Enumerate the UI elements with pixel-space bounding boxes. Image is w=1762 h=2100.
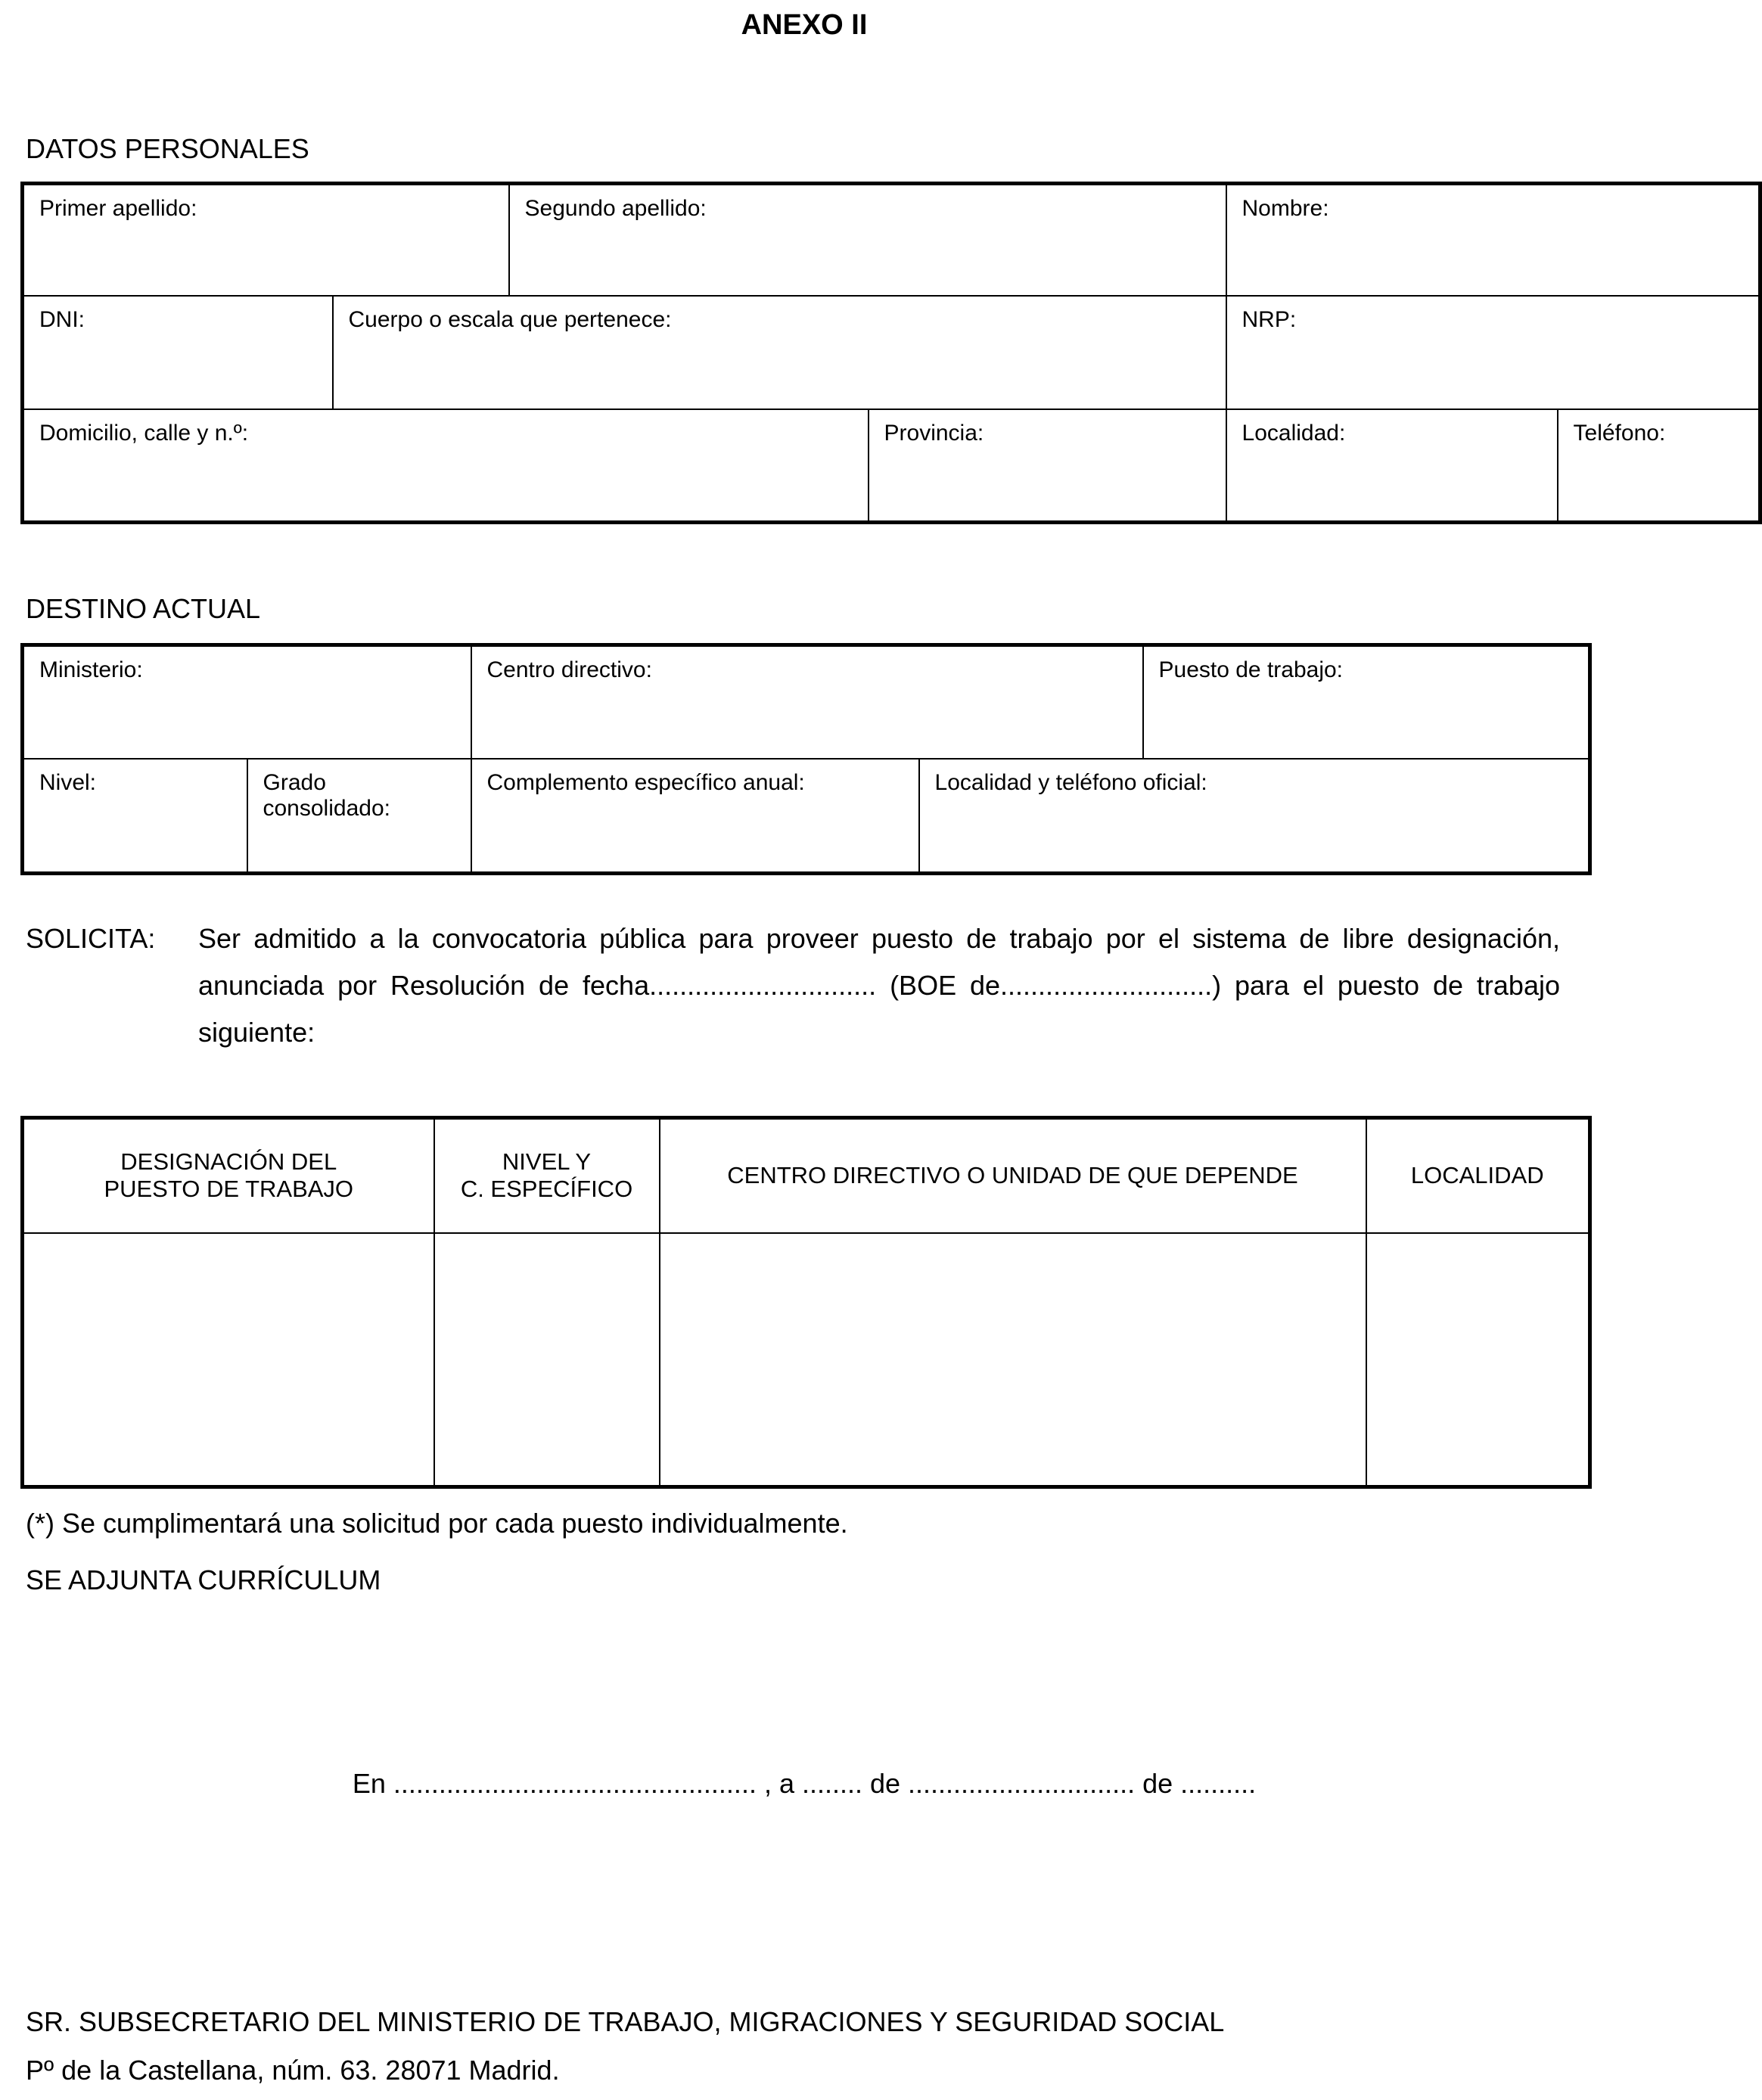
puesto-trabajo-field[interactable] xyxy=(1143,645,1590,759)
destinatario-line1: SR. SUBSECRETARIO DEL MINISTERIO DE TRABAJO, MIGRACIONES Y SEGURIDAD SOCIAL xyxy=(26,2006,1225,2037)
datos-personales-heading: DATOS PERSONALES xyxy=(26,133,309,164)
adjunta-curriculum: SE ADJUNTA CURRÍCULUM xyxy=(26,1564,381,1595)
telefono-label: Teléfono: xyxy=(1573,420,1666,446)
destino-actual-heading: DESTINO ACTUAL xyxy=(26,593,261,624)
centro-directivo-field[interactable] xyxy=(471,645,1143,759)
nivel-input-cell[interactable] xyxy=(434,1233,660,1487)
col-nivel-line2: C. ESPECÍFICO xyxy=(460,1176,633,1203)
domicilio-label: Domicilio, calle y n.º: xyxy=(39,420,249,446)
segundo-apellido-label: Segundo apellido: xyxy=(524,196,707,221)
grado-label-line1: Grado xyxy=(263,769,326,795)
destino-actual-table xyxy=(20,643,1592,875)
nivel-field[interactable] xyxy=(23,759,247,874)
nombre-label: Nombre: xyxy=(1241,196,1329,221)
primer-apellido-label: Primer apellido: xyxy=(39,196,197,221)
localidad-telefono-oficial-field[interactable] xyxy=(919,759,1590,874)
domicilio-field[interactable] xyxy=(23,409,869,523)
dni-label: DNI: xyxy=(39,306,85,332)
centro-input-cell[interactable] xyxy=(660,1233,1366,1487)
localidad-label: Localidad: xyxy=(1241,420,1346,446)
col-centro-header: CENTRO DIRECTIVO O UNIDAD DE QUE DEPENDE xyxy=(660,1118,1366,1233)
segundo-apellido-field[interactable] xyxy=(509,184,1226,296)
localidad-field[interactable] xyxy=(1226,409,1558,523)
nombre-field[interactable] xyxy=(1226,184,1760,296)
primer-apellido-field[interactable] xyxy=(23,184,509,296)
col-designacion-line2: PUESTO DE TRABAJO xyxy=(104,1176,354,1203)
localidad-input-cell[interactable] xyxy=(1366,1233,1590,1487)
cuerpo-label: Cuerpo o escala que pertenece: xyxy=(348,306,672,332)
localidad-telefono-label: Localidad y teléfono oficial: xyxy=(934,769,1207,795)
col-designacion-line1: DESIGNACIÓN DEL xyxy=(120,1148,337,1176)
puestos-table xyxy=(20,1116,1592,1489)
fecha-line: En ................................................ , a ........ de .............................. de .......... xyxy=(352,1768,1257,1799)
dni-field[interactable] xyxy=(23,296,333,409)
nrp-field[interactable] xyxy=(1226,296,1760,409)
centro-directivo-label: Centro directivo: xyxy=(486,657,652,682)
col-nivel-line1: NIVEL Y xyxy=(502,1148,592,1176)
provincia-label: Provincia: xyxy=(884,420,984,446)
provincia-field[interactable] xyxy=(869,409,1226,523)
nivel-label: Nivel: xyxy=(39,769,97,795)
solicita-text: Ser admitido a la convocatoria pública para proveer puesto de trabajo por el sistema de libre designación, anunciada por Resolución de fecha.............................. (BOE de............................) para el puesto de trabajo siguiente: xyxy=(198,923,1560,1048)
complemento-label: Complemento específico anual: xyxy=(486,769,805,795)
complemento-especifico-field[interactable] xyxy=(471,759,919,874)
puesto-trabajo-label: Puesto de trabajo: xyxy=(1158,657,1344,682)
cuerpo-field[interactable] xyxy=(333,296,1226,409)
col-designacion-header xyxy=(23,1118,434,1233)
col-localidad-header: LOCALIDAD xyxy=(1366,1118,1590,1233)
ministerio-field[interactable] xyxy=(23,645,471,759)
grado-consolidado-field[interactable] xyxy=(247,759,471,874)
note-text: (*) Se cumplimentará una solicitud por cada puesto individualmente. xyxy=(26,1508,848,1539)
telefono-field[interactable] xyxy=(1558,409,1760,523)
nrp-label: NRP: xyxy=(1241,306,1297,332)
ministerio-label: Ministerio: xyxy=(39,657,143,682)
col-nivel-header xyxy=(434,1118,660,1233)
destinatario-line2: Pº de la Castellana, núm. 63. 28071 Madrid. xyxy=(26,2055,560,2086)
datos-personales-table xyxy=(20,182,1762,524)
solicita-label: SOLICITA: xyxy=(26,923,156,954)
designacion-input-cell[interactable] xyxy=(23,1233,434,1487)
document-title: ANEXO II xyxy=(741,9,868,41)
grado-label-line2: consolidado: xyxy=(263,795,390,821)
